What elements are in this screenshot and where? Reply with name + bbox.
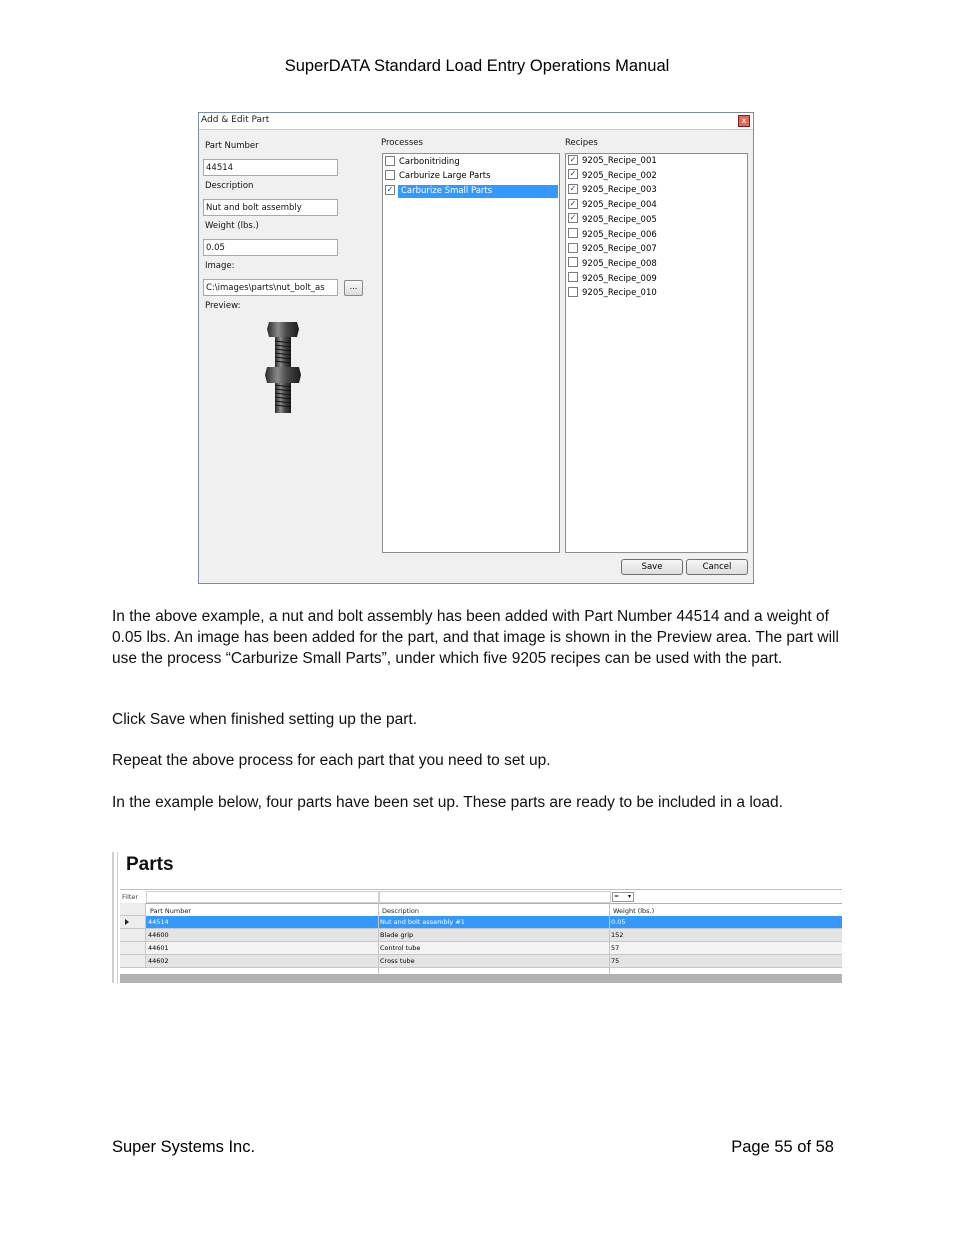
- recipes-label: Recipes: [565, 138, 598, 148]
- weight-input[interactable]: 0.05: [203, 239, 338, 256]
- recipe-label: 9205_Recipe_001: [582, 156, 657, 166]
- divider: [117, 852, 118, 983]
- recipe-item[interactable]: [568, 273, 657, 286]
- image-path-input[interactable]: C:\images\parts\nut_bolt_as: [203, 279, 338, 296]
- save-button[interactable]: Save: [621, 559, 683, 575]
- filter-operator-value: =: [614, 893, 620, 900]
- column-header-description[interactable]: Description: [382, 907, 420, 915]
- grid-footer-bar: [120, 974, 842, 983]
- cell-description: Blade grip: [380, 931, 414, 939]
- recipe-item[interactable]: [568, 155, 657, 168]
- recipe-item[interactable]: [568, 287, 657, 300]
- checkbox-checked-icon[interactable]: ✓: [569, 213, 577, 223]
- recipe-label: 9205_Recipe_009: [582, 273, 657, 284]
- description-input[interactable]: Nut and bolt assembly: [203, 199, 338, 216]
- checkbox-unchecked-icon[interactable]: [568, 257, 578, 267]
- checkbox-checked-icon[interactable]: ✓: [386, 184, 394, 194]
- checkbox-unchecked-icon[interactable]: [385, 170, 395, 180]
- recipe-item[interactable]: [568, 184, 657, 197]
- paragraph-example-below: In the example below, four parts have been set up. These parts are ready to be included in a load.: [112, 794, 783, 811]
- checkbox-checked-icon[interactable]: ✓: [569, 183, 577, 193]
- checkbox-unchecked-icon[interactable]: [568, 243, 578, 253]
- recipe-item[interactable]: [568, 243, 657, 256]
- checkbox-checked-icon[interactable]: ✓: [569, 169, 577, 179]
- dialog-titlebar: [199, 113, 753, 130]
- image-label: Image:: [205, 261, 235, 271]
- current-row-arrow-icon: [125, 919, 129, 925]
- column-divider: [378, 903, 379, 974]
- recipe-label: 9205_Recipe_010: [582, 288, 657, 299]
- divider: [112, 852, 114, 983]
- paragraph-click-save: [112, 709, 842, 730]
- part-number-input[interactable]: 44514: [203, 159, 338, 176]
- parts-grid: [120, 889, 842, 983]
- cell-weight: 57: [611, 944, 620, 952]
- paragraph-text: Click: [112, 711, 150, 728]
- checkbox-unchecked-icon[interactable]: [568, 228, 578, 238]
- cell-part-number: 44602: [148, 957, 169, 965]
- cell-description: Control tube: [380, 944, 421, 952]
- weight-label: Weight (lbs.): [205, 221, 259, 231]
- column-header-weight[interactable]: Weight (lbs.): [613, 907, 655, 915]
- recipe-item[interactable]: [568, 258, 657, 271]
- row-header[interactable]: [120, 942, 146, 955]
- filter-operator-select[interactable]: [612, 892, 634, 902]
- table-row[interactable]: [146, 955, 842, 968]
- footer-company: Super Systems Inc.: [112, 1138, 256, 1156]
- parts-title: Parts: [126, 854, 174, 875]
- cell-description: Nut and bolt assembly #1: [380, 918, 465, 926]
- cancel-button[interactable]: Cancel: [686, 559, 748, 575]
- part-number-label: Part Number: [205, 141, 259, 151]
- table-row[interactable]: [146, 916, 842, 929]
- recipe-label: 9205_Recipe_004: [582, 200, 657, 211]
- checkbox-checked-icon[interactable]: ✓: [569, 198, 577, 208]
- cell-weight: 152: [611, 931, 624, 939]
- process-label: Carbonitriding: [399, 157, 460, 167]
- checkbox-unchecked-icon[interactable]: [385, 156, 395, 166]
- cell-weight: 0.05: [611, 918, 626, 926]
- parts-screen: [112, 852, 842, 983]
- recipe-label: 9205_Recipe_007: [582, 244, 657, 255]
- process-item-selected[interactable]: [385, 185, 494, 198]
- processes-list[interactable]: [382, 153, 560, 553]
- table-row[interactable]: [146, 929, 842, 942]
- checkbox-checked-icon[interactable]: ✓: [569, 154, 577, 164]
- close-icon[interactable]: x: [738, 115, 750, 127]
- paragraph-repeat: Repeat the above process for each part that you need to set up.: [112, 752, 551, 769]
- row-header[interactable]: [120, 929, 146, 942]
- column-divider: [609, 903, 610, 974]
- process-label: Carburize Large Parts: [399, 171, 491, 181]
- recipe-label: 9205_Recipe_005: [582, 214, 657, 225]
- recipe-item[interactable]: [568, 199, 657, 212]
- recipe-label: 9205_Recipe_006: [582, 229, 657, 240]
- paragraph-text: when finished setting up the part.: [185, 711, 418, 728]
- row-header: [120, 903, 146, 916]
- document-header-title: SuperDATA Standard Load Entry Operations Manual: [284, 57, 670, 75]
- add-edit-part-dialog: [198, 112, 754, 584]
- dialog-title: Add & Edit Part: [201, 115, 270, 125]
- recipe-label: 9205_Recipe_008: [582, 258, 657, 269]
- recipe-label: 9205_Recipe_002: [582, 170, 657, 181]
- recipe-item[interactable]: [568, 214, 657, 227]
- recipes-list[interactable]: [565, 153, 748, 553]
- save-keyword: Save: [149, 711, 186, 728]
- chevron-down-icon: ▾: [627, 893, 631, 900]
- process-item[interactable]: [385, 156, 460, 169]
- cell-part-number: 44600: [148, 931, 169, 939]
- browse-image-button[interactable]: ...: [344, 280, 363, 296]
- description-label: Description: [205, 181, 254, 191]
- paragraph-example-description: In the above example, a nut and bolt assembly has been added with Part Number 44514 and a weight of 0.05 lbs. An image has been added for the part, and that image is shown in the Preview area. The part will use the process “Carburize Small Parts”, under which five 9205 recipes can be used with the part.: [112, 608, 839, 667]
- cell-description: Cross tube: [380, 957, 415, 965]
- process-label: Carburize Small Parts: [401, 186, 493, 196]
- footer-page-number: Page 55 of 58: [731, 1138, 834, 1156]
- filter-part-number-input[interactable]: [146, 891, 379, 903]
- preview-label: Preview:: [205, 301, 241, 311]
- recipe-label: 9205_Recipe_003: [582, 185, 657, 196]
- row-header[interactable]: [120, 955, 146, 968]
- cell-weight: 75: [611, 957, 620, 965]
- cell-part-number: 44601: [148, 944, 169, 952]
- filter-row: [120, 889, 842, 904]
- nut-bolt-preview-image: [263, 319, 303, 415]
- checkbox-unchecked-icon[interactable]: [568, 272, 578, 282]
- checkbox-unchecked-icon[interactable]: [568, 287, 578, 297]
- process-item[interactable]: [385, 170, 491, 183]
- filter-description-input[interactable]: [379, 891, 611, 903]
- recipe-item[interactable]: [568, 170, 657, 183]
- row-header-current[interactable]: [120, 916, 146, 929]
- processes-label: Processes: [381, 138, 423, 148]
- column-header-part-number[interactable]: Part Number: [150, 907, 192, 915]
- filter-label: Filter: [122, 893, 139, 901]
- recipe-item[interactable]: [568, 229, 657, 242]
- table-row[interactable]: [146, 942, 842, 955]
- cell-part-number: 44514: [148, 918, 169, 926]
